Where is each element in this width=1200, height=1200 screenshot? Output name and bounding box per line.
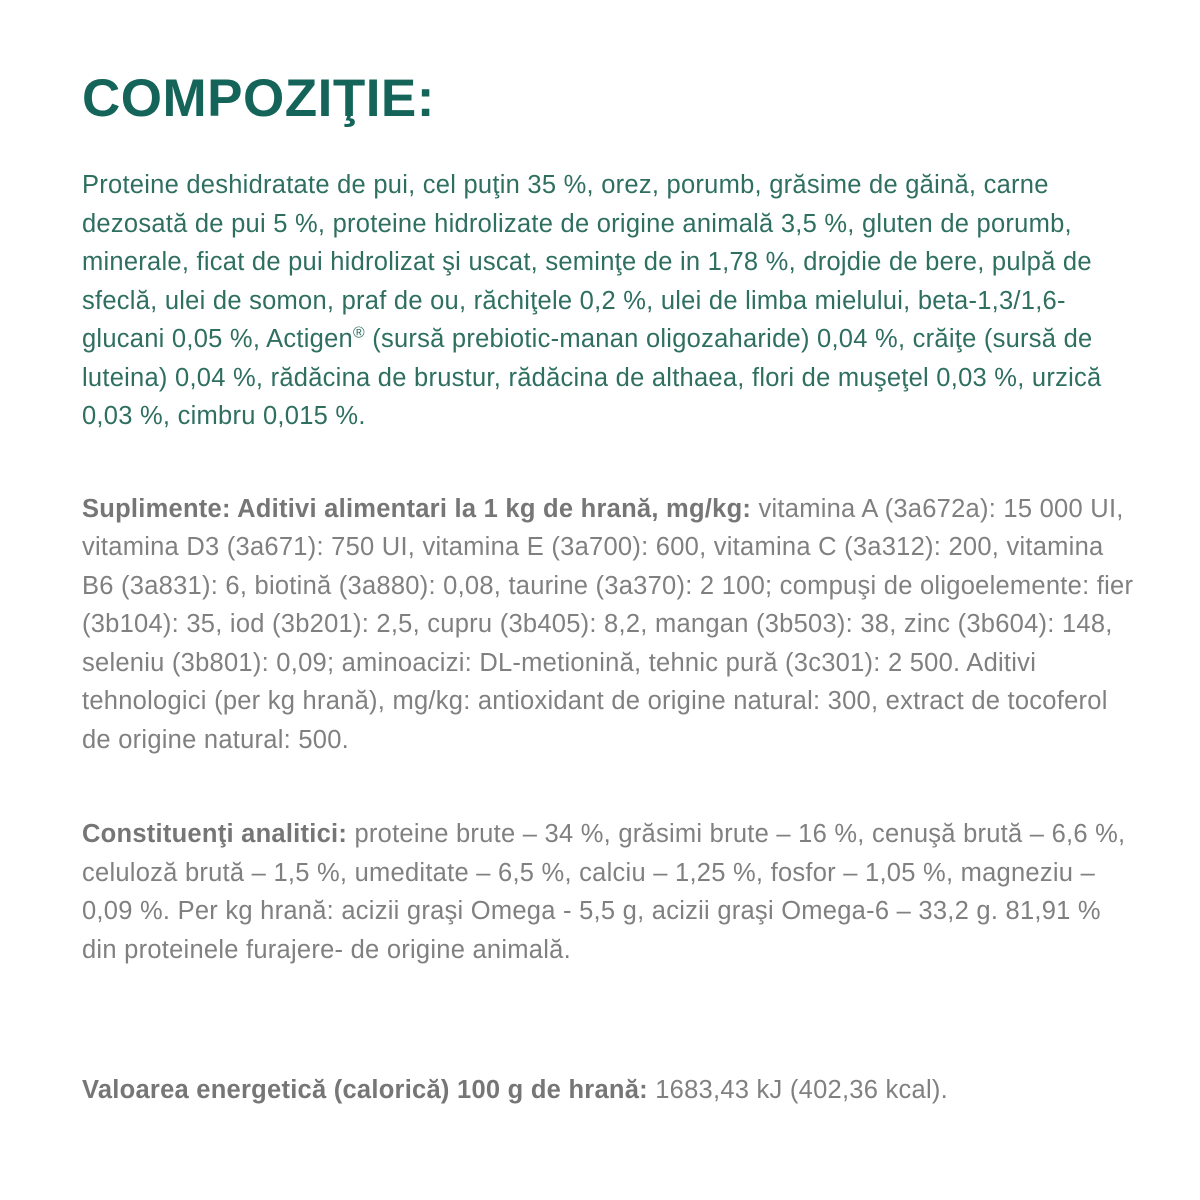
energy-value-paragraph	[82, 1071, 1142, 1110]
registered-trademark-icon: ®	[352, 324, 365, 342]
analytical-constituents-paragraph	[82, 815, 1142, 969]
analytical-constituents-lead-label: Constituenţi analitici:	[82, 820, 348, 848]
composition-text: Proteine deshidratate de pui, cel puţin 35 %, orez, porumb, grăsime de găină, carne dezosată de pui 5 %, proteine hidrolizate de origine animală 3,5 %, gluten de porumb, minerale, ficat de pui hidrolizat şi uscat, seminţe de in 1,78 %, drojdie de bere, pulpă de sfeclă, ulei de somon, praf de ou, răchiţele 0,2 %, ulei de limba mielului, beta-1,3/1,6-glucani 0,05 %, Actigen	[82, 171, 1092, 353]
spacer-after-supplements	[82, 759, 1142, 815]
energy-value-lead-label: Valoarea energetică (calorică) 100 g de hrană:	[82, 1076, 648, 1104]
analytical-constituents-text: proteine brute – 34 %, grăsimi brute – 16 %, cenuşă brută – 6,6 %, celuloză brută – 1,5 %, umeditate – 6,5 %, calciu – 1,25 %, fosfor – 1,05 %, magneziu – 0,09 %. Per kg hrană: acizii graşi Omega - 5,5 g, acizii graşi Omega-6 – 33,2 g. 81,91 % din proteinele furajere- de origine animală.	[82, 820, 1126, 964]
content-column	[82, 70, 1142, 1110]
page-title: COMPOZIŢIE:	[82, 69, 435, 128]
composition-paragraph	[82, 166, 1142, 436]
supplements-text: vitamina A (3a672a): 15 000 UI, vitamina D3 (3a671): 750 UI, vitamina E (3a700): 600, vitamina C (3a312): 200, vitamina B6 (3a831): 6, biotină (3a880): 0,08, taurine (3a370): 2 100; compuşi de oligoelemente: fier (3b104): 35, iod (3b201): 2,5, cupru (3b405): 8,2, mangan (3b503): 38, zinc (3b604): 148, seleniu (3b801): 0,09; aminoacizi: DL-metionină, tehnic pură (3c301): 2 500. Aditivi tehnologici (per kg hrană), mg/kg: antioxidant de origine natural: 300, extract de tocoferol de origine natural: 500.	[82, 494, 1134, 754]
spacer-after-composition	[82, 436, 1142, 490]
composition-text-continued: (sursă prebiotic-manan oligozaharide) 0,04 %, crăiţe (sursă de luteina) 0,04 %, rădăcina de brustur, rădăcina de althaea, flori de muşeţel 0,03 %, urzică 0,03 %, cimbru 0,015 %.	[82, 325, 1102, 430]
energy-value-text: 1683,43 kJ (402,36 kcal).	[647, 1076, 948, 1104]
spacer-before-energy	[82, 969, 1142, 1071]
supplements-paragraph	[82, 490, 1142, 760]
supplements-lead-label: Suplimente: Aditivi alimentari la 1 kg de hrană, mg/kg:	[82, 494, 752, 523]
